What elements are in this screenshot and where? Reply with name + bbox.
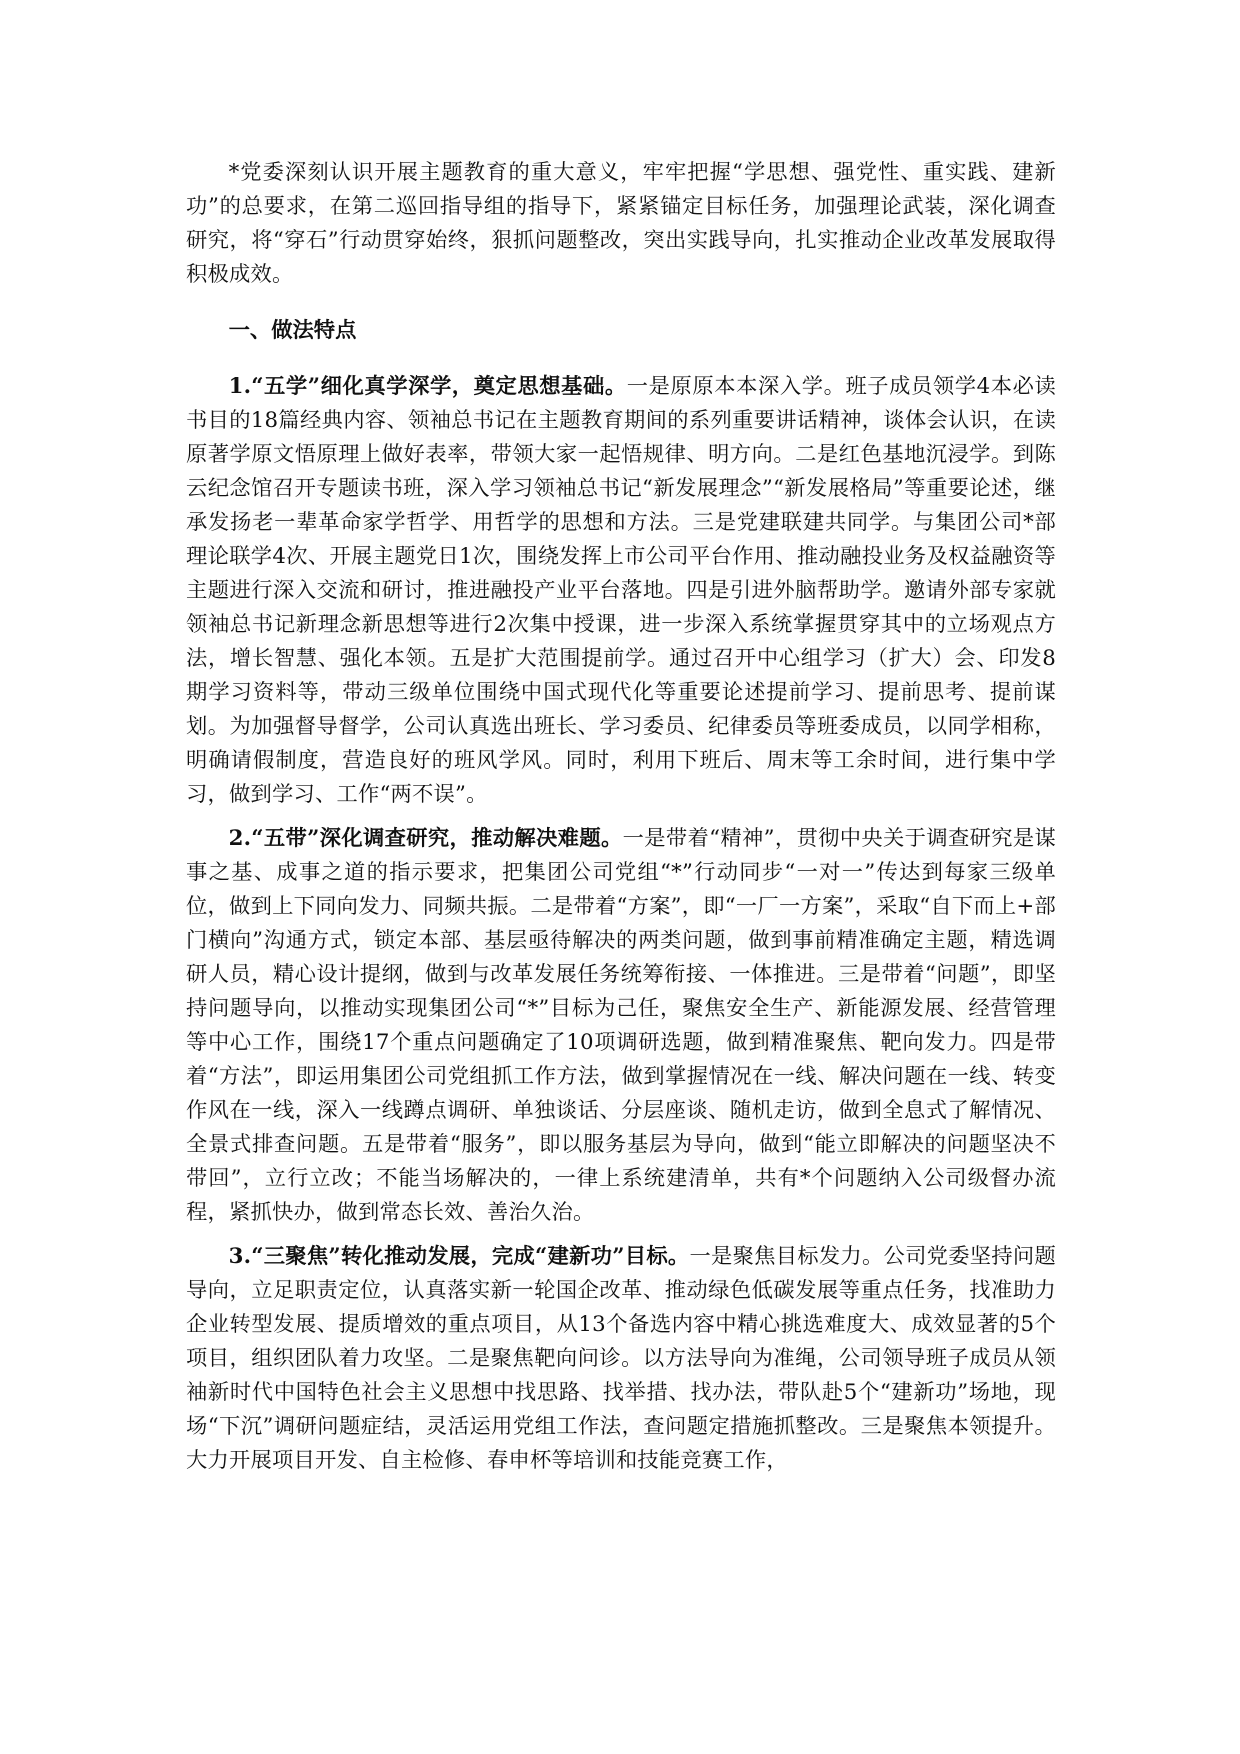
item-body-1: 一是原原本本深入学。班子成员领学4本必读书目的18篇经典内容、领袖总书记在主题教育期间的系列重要讲话精神，谈体会认识，在读原著学原文悟原理上做好表率，带领大家一起悟规律、明方向。二是红色基地沉浸学。到陈云纪念馆召开专题读书班，深入学习领袖总书记“新发展理念”“新发展格局”等重要论述，继承发扬老一辈革命家学哲学、用哲学的思想和方法。三是党建联建共同学。与集团公司*部理论联学4次、开展主题党日1次，围绕发挥上市公司平台作用、推动融投业务及权益融资等主题进行深入交流和研讨，推进融投产业平台落地。四是引进外脑帮助学。邀请外部专家就领袖总书记新理念新思想等进行2次集中授课，进一步深入系统掌握贯穿其中的立场观点方法，增长智慧、强化本领。五是扩大范围提前学。通过召开中心组学习（扩大）会、印发8期学习资料等，带动三级单位围绕中国式现代化等重要论述提前学习、提前思考、提前谋划。为加强督导督学，公司认真选出班长、学习委员、纪律委员等班委成员，以同学相称，明确请假制度，营造良好的班风学风。同时，利用下班后、周末等工余时间，进行集中学习，做到学习、工作“两不误”。	[186, 374, 1057, 807]
intro-paragraph: *党委深刻认识开展主题教育的重大意义，牢牢把握“学思想、强党性、重实践、建新功”的总要求，在第二巡回指导组的指导下，紧紧锚定目标任务，加强理论武装，深化调查研究，将“穿石”行动贯穿始终，狠抓问题整改，突出实践导向，扎实推动企业改革发展取得积极成效。	[186, 160, 1056, 287]
item-body-3: 一是聚焦目标发力。公司党委坚持问题导向，立足职责定位，认真落实新一轮国企改革、推动绿色低碳发展等重点任务，找准助力企业转型发展、提质增效的重点项目，从13个备选内容中精心挑选难度大、成效显著的5个项目，组织团队着力攻坚。二是聚焦靶向问诊。以方法导向为准绳，公司领导班子成员从领袖新时代中国特色社会主义思想中找思路、找举措、找办法，带队赴5个“建新功”场地，现场“下沉”调研问题症结，灵活运用党组工作法，查问题定措施抓整改。三是聚焦本领提升。大力开展项目开发、自主检修、春申杯等培训和技能竞赛工作，	[186, 1244, 1056, 1473]
item-paragraph-1	[186, 370, 1056, 812]
item-lead-3: 3.“三聚焦”转化推动发展，完成“建新功”目标。	[228, 1244, 690, 1269]
section-heading: 一、做法特点	[228, 318, 357, 343]
document-page	[186, 156, 1056, 1478]
item-paragraph-3	[186, 1240, 1056, 1478]
item-lead-2: 2.“五带”深化调查研究，推动解决难题。	[228, 826, 623, 851]
item-lead-1: 1.“五学”细化真学深学，奠定思想基础。	[228, 374, 627, 399]
item-paragraph-2	[186, 822, 1056, 1230]
item-body-2: 一是带着“精神”，贯彻中央关于调查研究是谋事之基、成事之道的指示要求，把集团公司党组“*”行动同步“一对一”传达到每家三级单位，做到上下同向发力、同频共振。二是带着“方案”，即“一厂一方案”，采取“自下而上+部门横向”沟通方式，锁定本部、基层亟待解决的两类问题，做到事前精准确定主题，精选调研人员，精心设计提纲，做到与改革发展任务统筹衔接、一体推进。三是带着“问题”，即坚持问题导向，以推动实现集团公司“*”目标为己任，聚焦安全生产、新能源发展、经营管理等中心工作，围绕17个重点问题确定了10项调研选题，做到精准聚焦、靶向发力。四是带着“方法”，即运用集团公司党组抓工作方法，做到掌握情况在一线、解决问题在一线、转变作风在一线，深入一线蹲点调研、单独谈话、分层座谈、随机走访，做到全息式了解情况、全景式排查问题。五是带着“服务”，即以服务基层为导向，做到“能立即解决的问题坚决不带回”，立行立改；不能当场解决的，一律上系统建清单，共有*个问题纳入公司级督办流程，紧抓快办，做到常态长效、善治久治。	[186, 826, 1056, 1225]
